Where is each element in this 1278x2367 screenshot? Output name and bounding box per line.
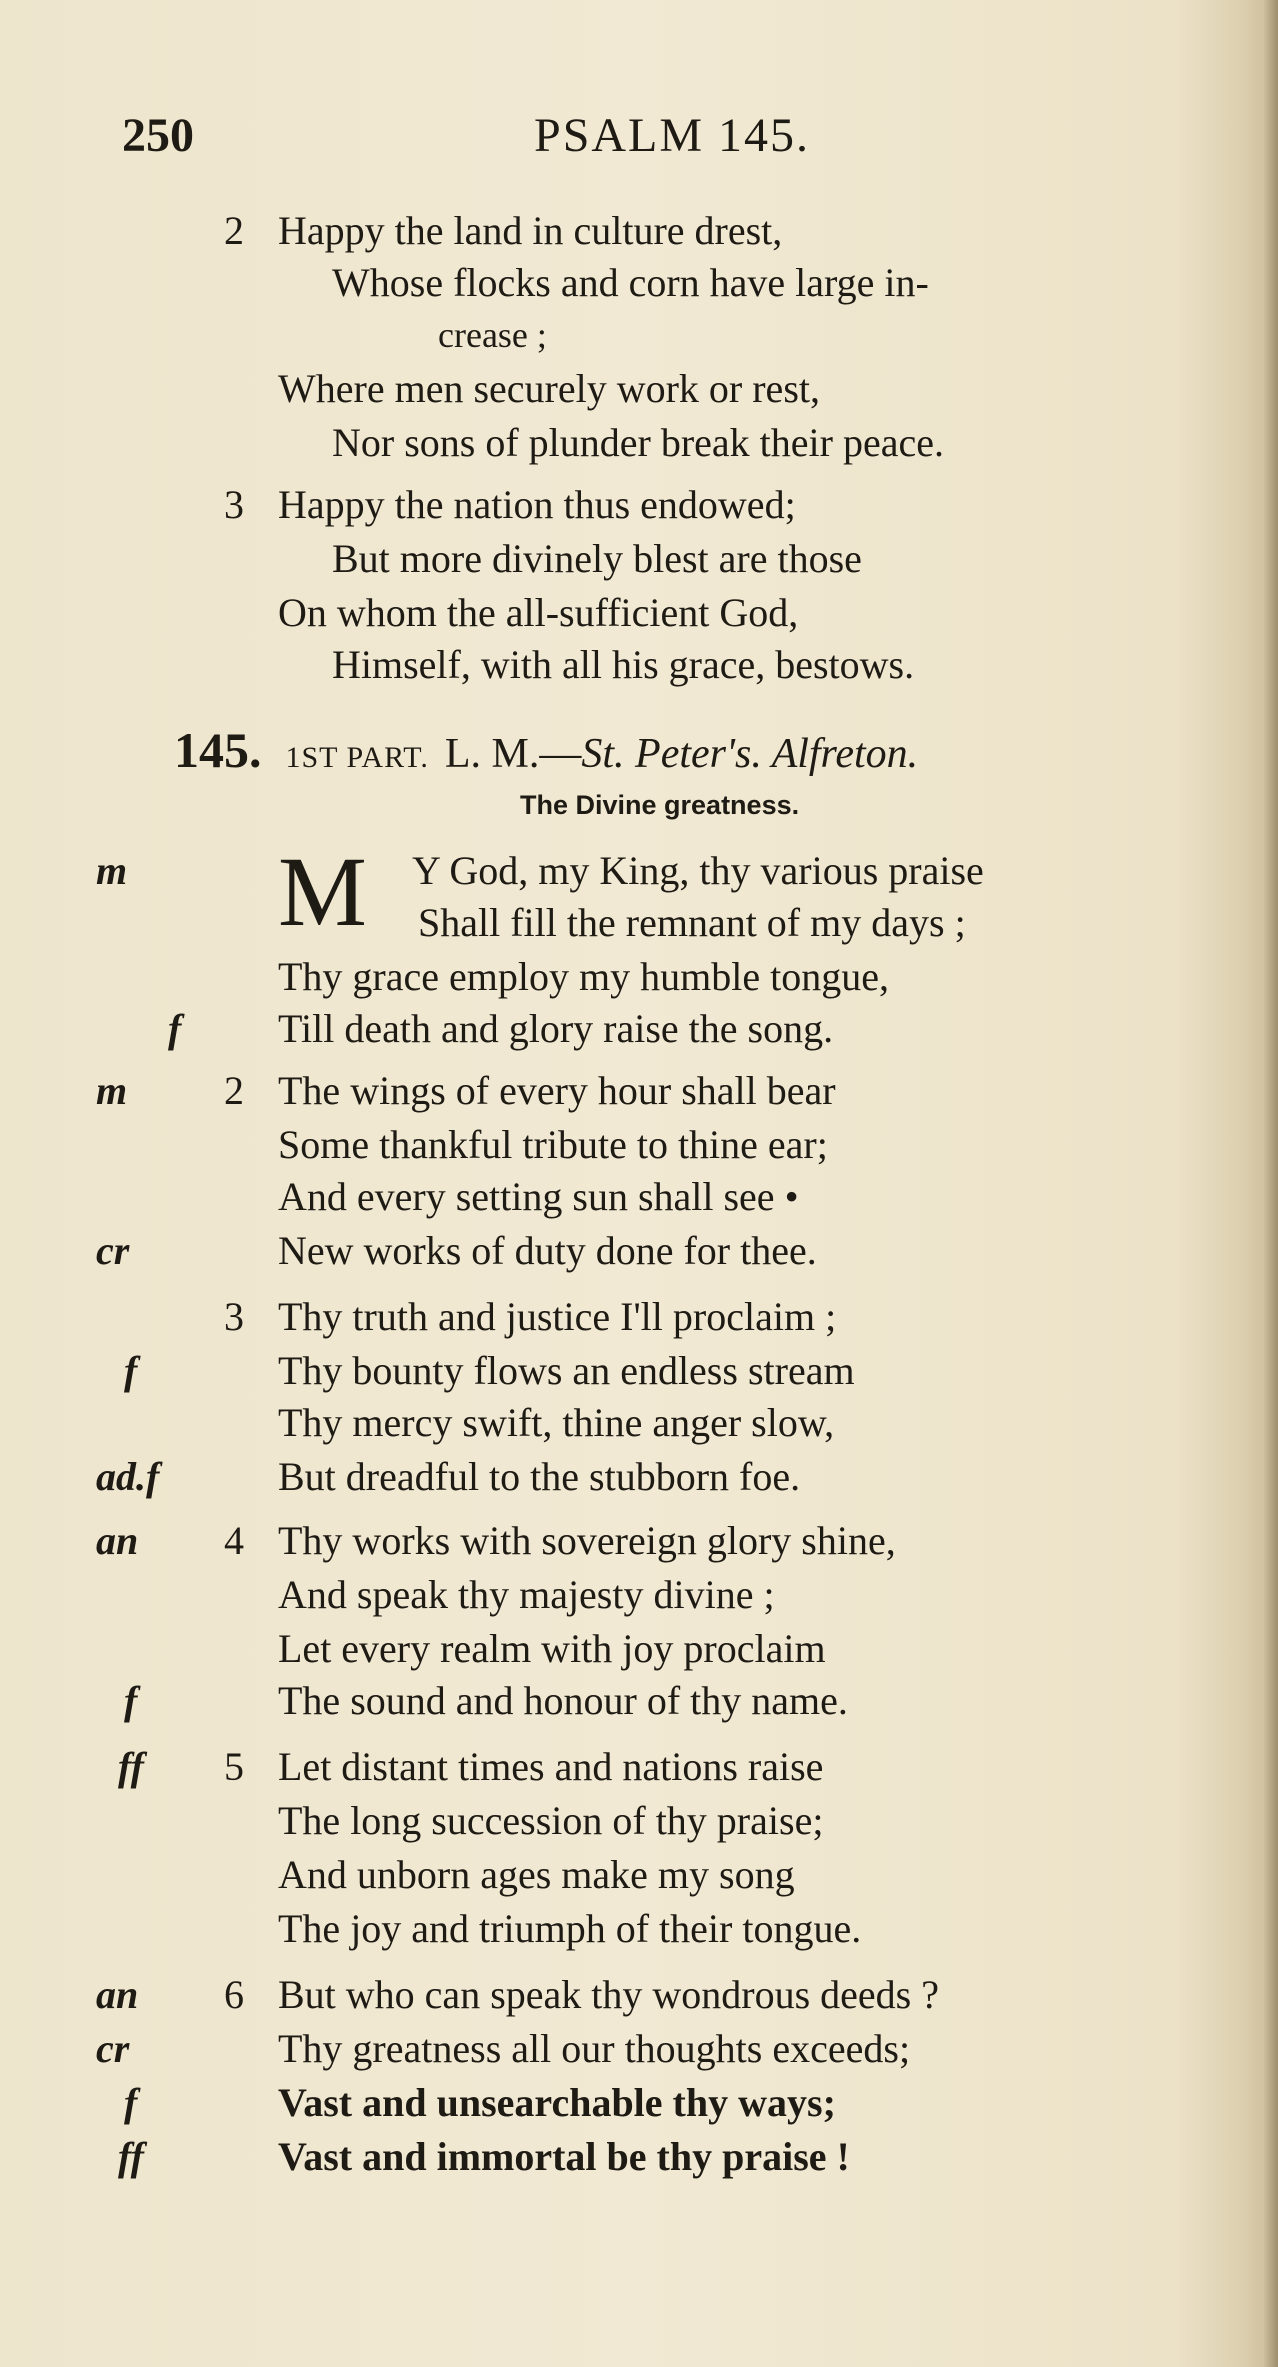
hymn-subject: The Divine greatness. <box>520 790 800 820</box>
dynamic-mark: cr <box>96 2026 130 2071</box>
dynamic-mark: f <box>124 1678 138 1723</box>
dynamic-mark: ff <box>118 1744 144 1789</box>
page-edge <box>1264 0 1278 2367</box>
hymn-tunes: St. Peter's. Alfreton. <box>581 731 919 777</box>
dynamic-mark: f <box>168 1006 182 1051</box>
dynamic-mark: an <box>96 1518 139 1563</box>
dynamic-mark: ad.f <box>96 1454 160 1499</box>
page-header <box>122 108 1142 168</box>
stanza-number: 5 <box>224 1744 244 1789</box>
hymnal-page: 250 PSALM 145. 2 Happy the land in culture drest, Whose flocks and corn have large in- crease ; Where men securely work or rest, Nor sons of plunder break their peace. 3 Happy the nation thus endowed; But more divinely blest are those On whom the all-sufficient God, Himself, with all his grace, bestows. 145. 1ST PART. L. M.—St. Peter's. Alfreton. The Divine greatness. M m Y God, my King, thy various praise Shall fill the remnant of my days ; Thy grace employ my humble tongue, f Till death and glory raise the song. m 2 The wings of every hour shall bear Some thankful tribute to thine ear; And every setting sun shall see • cr New works of duty done for thee. 3 Thy truth and justice I'll proclaim ; f Thy bounty flows an endless stream Thy mercy swift, thine anger slow, ad.f But dreadful to the stubborn foe. an 4 Thy works with sovereign glory shine, And speak thy majesty divine ; Let every realm with joy proclaim f The sound and honour of thy name. ff 5 Let distant times and nations raise The long succession of thy praise; And unborn ages make my song The joy and triumph of their tongue. an 6 But who can speak thy wondrous deeds ? cr Thy greatness all our thoughts exceeds; f Vast and unsearchable thy ways; ff Vast and immortal be thy praise ! <box>0 0 1278 2367</box>
dynamic-mark: f <box>124 1348 138 1393</box>
page-number: 250 <box>122 109 194 162</box>
stanza-number: 3 <box>224 1294 244 1339</box>
stanza-number: 3 <box>224 482 244 527</box>
hymn-meter: L. M.— <box>444 731 582 777</box>
dynamic-mark: cr <box>96 1228 130 1273</box>
stanza-number: 2 <box>224 1068 244 1113</box>
dynamic-mark: f <box>124 2080 138 2125</box>
hymn-heading <box>174 722 918 778</box>
hymn-number: 145. <box>174 722 262 778</box>
dynamic-mark: ff <box>118 2134 144 2179</box>
dynamic-mark: m <box>96 1068 128 1113</box>
dynamic-mark: an <box>96 1972 139 2017</box>
stanza-number: 2 <box>224 208 244 253</box>
drop-cap: M <box>278 836 367 947</box>
stanza-number: 4 <box>224 1518 244 1563</box>
dynamic-mark: m <box>96 848 128 893</box>
running-title: PSALM 145. <box>534 109 811 162</box>
hymn-part: 1ST PART. <box>285 741 429 774</box>
stanza-number: 6 <box>224 1972 244 2017</box>
